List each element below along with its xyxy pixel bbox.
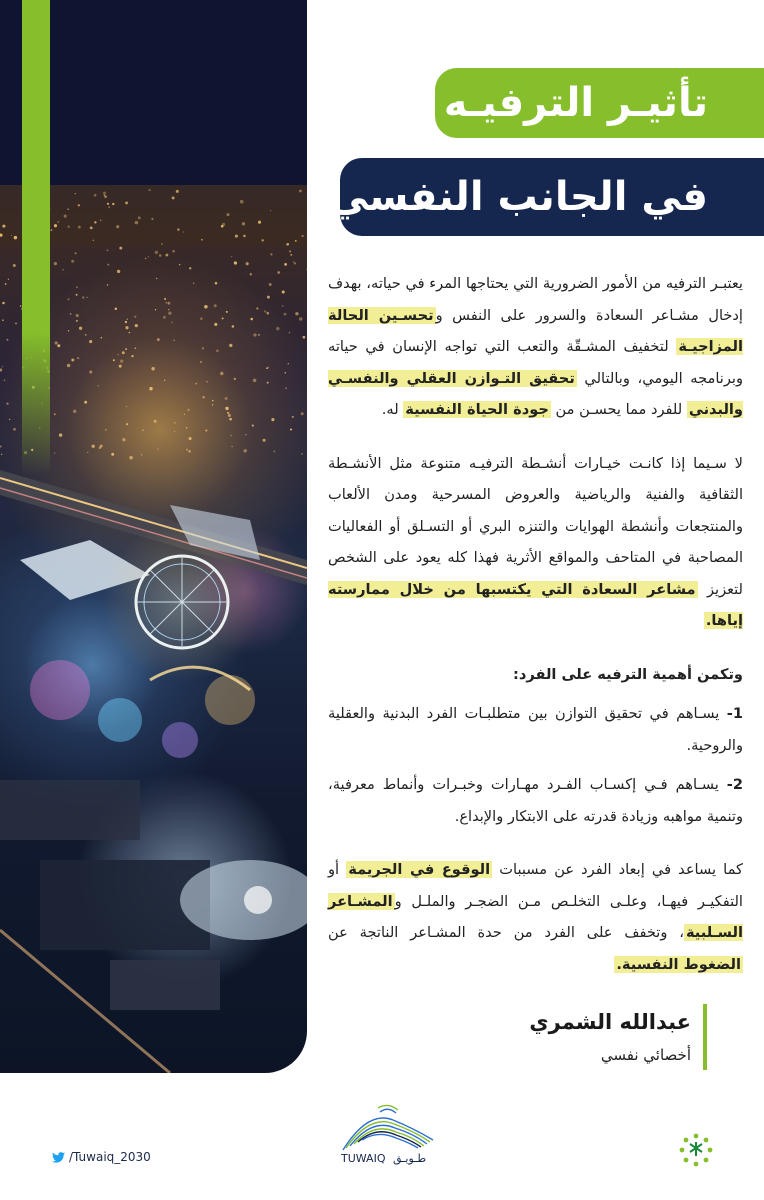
city-light-dot [55, 341, 58, 344]
text-run: أو التفكيـر فيهـا، وعلـى التخلـص مـن الضجـر والملـل و [328, 861, 743, 910]
logo-arabic: طـويـق [392, 1152, 427, 1165]
city-light-dot [299, 190, 302, 193]
city-light-dot [215, 282, 218, 285]
city-light-dot [205, 429, 207, 431]
city-light-dot [13, 264, 16, 267]
city-light-dot [284, 263, 287, 266]
city-light-dot [174, 422, 176, 424]
tuwaiq-logo-text [341, 1152, 441, 1165]
city-light-dot [246, 262, 249, 265]
city-light-dot [11, 235, 12, 236]
text-run: ، وتخفف على الفرد من حدة المشـاعر الناتجة عن [328, 924, 684, 941]
city-light-dot [228, 414, 231, 417]
city-light-dot [76, 286, 78, 288]
city-light-dot [253, 379, 257, 383]
city-light-dot [258, 334, 260, 336]
city-light-dot [250, 273, 252, 275]
twitter-icon [52, 1152, 65, 1163]
city-light-dot [200, 361, 202, 363]
city-light-dot [151, 218, 153, 220]
city-light-dot [116, 225, 119, 228]
highlighted-text: تحسـين الحالة المزاجيـة [328, 306, 743, 355]
city-light-dot [107, 284, 108, 285]
city-light-dot [54, 413, 56, 415]
city-light-dot [2, 302, 5, 305]
city-light-dot [303, 336, 306, 339]
city-light-dot [138, 216, 141, 219]
city-light-dot [282, 291, 285, 294]
city-light-dot [126, 406, 127, 407]
city-light-dot [256, 307, 258, 309]
city-light-dot [85, 334, 87, 336]
text-run: لتخفيف المشـقّة والتعب التي تواجه الإنسان في حياته وبرنامجه اليومي، وبالتالي [328, 338, 744, 387]
city-light-dot [159, 254, 162, 257]
city-light-dot [89, 340, 92, 343]
text-run: يعتبـر الترفيه من الأمور الضرورية التي يحتاجها المرء في حياته، بهدف إدخال مشـاعر السعادة والسرور على النفس و [328, 275, 743, 324]
text-run: له. [381, 401, 404, 418]
city-light-dot [122, 438, 125, 441]
text-run: للفرد مما يحسـن من [550, 401, 687, 418]
city-light-dot [277, 271, 280, 274]
city-light-dot [76, 294, 78, 296]
city-light-dot [252, 425, 254, 427]
city-light-dot [5, 283, 7, 285]
city-light-dot [2, 366, 3, 367]
city-light-dot [202, 396, 204, 398]
city-light-dot [119, 365, 122, 368]
city-light-dot [131, 355, 133, 357]
city-light-dot [301, 412, 304, 415]
city-light-dot [200, 317, 202, 319]
city-light-dot [267, 296, 270, 299]
accent-strip [22, 0, 50, 475]
city-light-dot [292, 416, 294, 418]
city-light-dot [168, 312, 171, 315]
city-light-dot [301, 453, 303, 455]
city-light-dot [101, 337, 103, 339]
city-light-dot [78, 226, 81, 229]
city-light-dot [167, 302, 170, 305]
city-light-dot [258, 221, 261, 224]
city-light-dot [243, 449, 246, 452]
twitter-handle[interactable] [52, 1150, 151, 1164]
highlighted-text: جودة الحياة النفسية [405, 401, 549, 418]
city-light-dot [67, 298, 69, 300]
city-light-dot [267, 382, 269, 384]
city-light-dot [107, 264, 109, 266]
city-light-dot [62, 269, 63, 270]
city-light-dot [172, 250, 175, 253]
city-light-dot [263, 439, 266, 442]
city-light-dot [176, 190, 179, 193]
city-light-dot [269, 283, 272, 286]
list-item-1 [328, 698, 743, 761]
city-light-dot [127, 318, 128, 319]
city-light-dot [161, 243, 163, 245]
city-light-dot [172, 196, 175, 199]
city-light-dot [92, 445, 95, 448]
city-light-dot [113, 359, 115, 361]
city-light-dot [104, 195, 106, 197]
highlighted-text: الضغوط النفسية. [616, 955, 741, 973]
paragraph-2 [328, 448, 743, 637]
city-light-dot [231, 446, 232, 447]
city-light-dot [157, 448, 158, 449]
city-light-dot [141, 454, 142, 455]
city-light-dot [14, 236, 17, 239]
city-light-dot [284, 372, 286, 374]
city-light-dot [151, 367, 154, 370]
city-light-dot [4, 379, 6, 381]
city-light-dot [285, 387, 286, 388]
city-light-dot [261, 239, 263, 241]
city-light-dot [67, 364, 71, 368]
city-light-dot [188, 450, 190, 452]
city-light-dot [187, 409, 190, 412]
city-light-dot [202, 347, 204, 349]
title-banner-green [435, 68, 764, 138]
city-light-dot [108, 206, 110, 208]
city-light-dot [0, 368, 2, 370]
city-light-dot [155, 251, 159, 255]
city-light-dot [195, 383, 197, 385]
city-light-dot [112, 203, 114, 205]
list-item-2-number: 2- [726, 776, 743, 793]
city-light-dot [75, 252, 77, 254]
city-light-dot [148, 189, 150, 191]
text-run: كما يساعد في إبعاد الفرد عن مسببات [492, 861, 743, 878]
city-light-dot [227, 213, 230, 216]
city-light-dot [68, 226, 70, 228]
city-light-dot [125, 201, 128, 204]
city-light-dot [231, 256, 232, 257]
city-light-dot [71, 358, 74, 361]
city-light-dot [79, 327, 82, 330]
city-light-dot [129, 456, 132, 459]
city-light-dot [6, 403, 8, 405]
city-light-dot [183, 231, 184, 232]
city-light-dot [73, 410, 76, 413]
city-light-dot [299, 317, 302, 320]
city-light-dot [50, 229, 52, 231]
city-light-dot [290, 254, 292, 256]
city-light-dot [212, 400, 214, 402]
city-light-dot [250, 318, 253, 321]
city-light-dot [57, 344, 60, 347]
twitter-handle-text: /Tuwaiq_2030 [69, 1150, 151, 1164]
city-light-dot [142, 429, 144, 431]
city-light-dot [189, 267, 192, 270]
city-light-dot [232, 325, 235, 328]
city-light-dot [234, 261, 237, 264]
city-light-dot [119, 247, 122, 250]
city-light-dot [82, 296, 85, 299]
city-light-dot [135, 324, 138, 327]
paragraph-3 [328, 854, 743, 980]
city-light-dot [229, 344, 232, 347]
city-light-dot [125, 321, 127, 323]
city-light-dot [179, 264, 181, 266]
city-light-dot [276, 327, 280, 331]
city-light-dot [134, 316, 136, 318]
city-light-dot [71, 260, 74, 263]
author-block [529, 1004, 707, 1070]
city-light-dot [89, 370, 92, 373]
city-light-dot [100, 220, 101, 221]
city-light-dot [156, 278, 157, 279]
city-light-dot [13, 428, 16, 431]
city-light-dot [103, 192, 106, 195]
city-light-dot [284, 313, 287, 316]
importance-intro: وتكمن أهمية الترفيه على الفرد: [513, 665, 743, 683]
author-title: أخصائي نفسي [600, 1046, 691, 1064]
city-light-dot [129, 332, 130, 333]
city-light-dot [94, 221, 96, 223]
list-item-1-text: يسـاهم في تحقيق التوازن بين متطلبـات الفرد البدنية والعقلية والروحية. [328, 705, 743, 754]
city-light-dot [288, 363, 289, 364]
city-light-dot [189, 437, 192, 440]
city-light-dot [2, 319, 4, 321]
city-light-dot [294, 262, 296, 264]
city-light-dot [78, 204, 80, 206]
city-light-dot [135, 347, 136, 348]
city-light-dot [125, 348, 127, 350]
paragraph-1 [328, 268, 743, 426]
city-light-dot [155, 309, 156, 310]
city-light-dot [77, 357, 79, 359]
city-light-dot [271, 418, 274, 421]
logo-latin: TUWAIQ [341, 1152, 386, 1165]
author-name: عبدالله الشمري [529, 1010, 691, 1034]
city-light-dot [64, 215, 67, 218]
city-light-dot [76, 320, 78, 322]
highlighted-text: تحقيق التـوازن العقلي والنفسـي والبدني [328, 369, 743, 418]
city-light-dot [225, 397, 228, 400]
city-light-dot [306, 269, 307, 270]
city-light-dot [1, 454, 2, 455]
city-light-dot [87, 452, 88, 453]
city-light-dot [289, 332, 290, 333]
city-light-dot [115, 307, 118, 310]
city-light-dot [201, 239, 203, 241]
city-light-dot [54, 224, 57, 227]
city-light-dot [15, 322, 17, 324]
city-light-dot [54, 262, 57, 265]
city-light-dot [164, 298, 166, 300]
city-light-dot [145, 258, 146, 259]
city-light-dot [301, 235, 303, 237]
city-light-dot [227, 412, 229, 414]
article-body [328, 268, 743, 980]
city-light-dot [107, 203, 109, 205]
city-light-dot [163, 316, 166, 319]
city-light-dot [267, 312, 270, 315]
city-light-dot [107, 249, 109, 251]
city-light-dot [240, 200, 244, 204]
city-light-dot [120, 359, 123, 362]
city-light-dot [67, 208, 69, 210]
city-light-dot [290, 428, 292, 430]
list-item-2-text: يسـاهم فـي إكسـاب الفـرد مهـارات وخبـرات وأنماط معرفية، وتنمية مواهبه وزيادة قدرته على الابتكار والإبداع. [328, 776, 743, 825]
city-light-dot [204, 305, 208, 309]
city-light-dot [270, 253, 272, 255]
list-item-2 [328, 769, 743, 832]
city-light-dot [165, 302, 167, 304]
city-light-dot [253, 333, 256, 336]
city-light-dot [206, 381, 207, 382]
city-light-dot [295, 312, 298, 315]
city-light-dot [154, 420, 157, 423]
city-light-dot [100, 445, 103, 448]
city-light-dot [9, 419, 10, 420]
list-item-1-number: 1- [726, 705, 743, 722]
city-light-dot [57, 221, 59, 223]
city-light-dot [264, 310, 266, 312]
city-light-dot [165, 254, 168, 257]
city-light-dot [84, 401, 87, 404]
city-light-dot [87, 297, 88, 298]
city-light-dot [98, 385, 99, 386]
city-light-dot [186, 449, 188, 451]
city-light-dot [226, 311, 228, 313]
city-light-dot [225, 407, 228, 410]
city-light-dot [214, 323, 217, 326]
title-line-1: تأثيـر الترفيـه [443, 80, 708, 126]
city-light-dot [105, 429, 107, 431]
city-light-dot [6, 339, 8, 341]
city-light-dot [235, 235, 238, 238]
city-light-dot [184, 414, 185, 415]
city-light-dot [76, 314, 79, 317]
city-light-dot [267, 367, 269, 369]
city-light-dot [122, 351, 125, 354]
city-light-dot [70, 313, 72, 315]
city-light-dot [117, 354, 118, 355]
city-light-dot [221, 225, 224, 228]
city-light-dot [174, 431, 175, 432]
city-light-dot [135, 221, 139, 225]
city-light-dot [186, 427, 188, 429]
city-light-dot [2, 225, 5, 228]
city-light-dot [243, 235, 246, 238]
city-light-dot [149, 387, 152, 390]
city-light-dot [126, 423, 128, 425]
city-light-dot [8, 279, 9, 280]
city-light-dot [157, 338, 160, 341]
city-light-dot [273, 451, 275, 453]
city-light-dot [75, 193, 77, 195]
title-banner-navy [328, 158, 764, 236]
city-light-dot [193, 282, 194, 283]
text-run: لا سـيما إذا كانـت خيـارات أنشـطة الترفيـه متنوعة مثل الأنشـطة الثقافية والفنية والرياضية والعروض المسرحية ومدن الألعاب والمنتجعات وأنشطة الهوايات والتنزه البري أو التسـلق أو الفعاليات المصاحبة في المتاحف والمواقع الأثرية فهذا كله يعود على الشخص لتعزيز [328, 454, 744, 598]
city-light-dot [242, 222, 245, 225]
city-light-dot [295, 240, 297, 242]
city-light-dot [148, 256, 149, 257]
city-light-dot [234, 378, 236, 380]
city-light-dot [230, 435, 232, 437]
city-light-dot [293, 261, 294, 262]
city-light-dot [214, 304, 217, 307]
city-light-dot [212, 404, 213, 405]
city-light-dot [245, 434, 246, 435]
highlighted-text: مشاعر السعادة التي يكتسبها من خلال ممارسته إياها. [328, 580, 743, 629]
city-light-dot [173, 339, 175, 341]
city-light-dot [289, 250, 291, 252]
city-light-dot [216, 349, 219, 352]
highlighted-text: الوقوع في الجريمة [348, 861, 491, 878]
city-light-dot [177, 228, 179, 230]
title-line-2: في الجانب النفسي [328, 174, 708, 220]
city-light-dot [222, 317, 224, 319]
city-light-dot [90, 227, 93, 230]
city-light-dot [171, 322, 172, 323]
city-light-dot [68, 330, 69, 331]
city-light-dot [93, 240, 94, 241]
highlighted-text: المشـاعر السـلبية [328, 892, 743, 941]
city-light-dot [282, 305, 284, 307]
city-light-dot [59, 433, 62, 436]
city-light-dot [168, 309, 169, 310]
city-light-dot [54, 452, 56, 454]
city-light-dot [229, 418, 232, 421]
city-light-dot [94, 194, 97, 197]
city-light-dot [164, 379, 165, 380]
city-light-dot [111, 453, 114, 456]
city-light-dot [0, 446, 2, 448]
saudi-emblem-icon [678, 1132, 714, 1168]
city-light-dot [220, 372, 223, 375]
city-light-dot [117, 270, 120, 273]
city-light-dot [270, 210, 271, 211]
city-light-dot [125, 326, 128, 329]
city-light-dot [286, 243, 289, 246]
